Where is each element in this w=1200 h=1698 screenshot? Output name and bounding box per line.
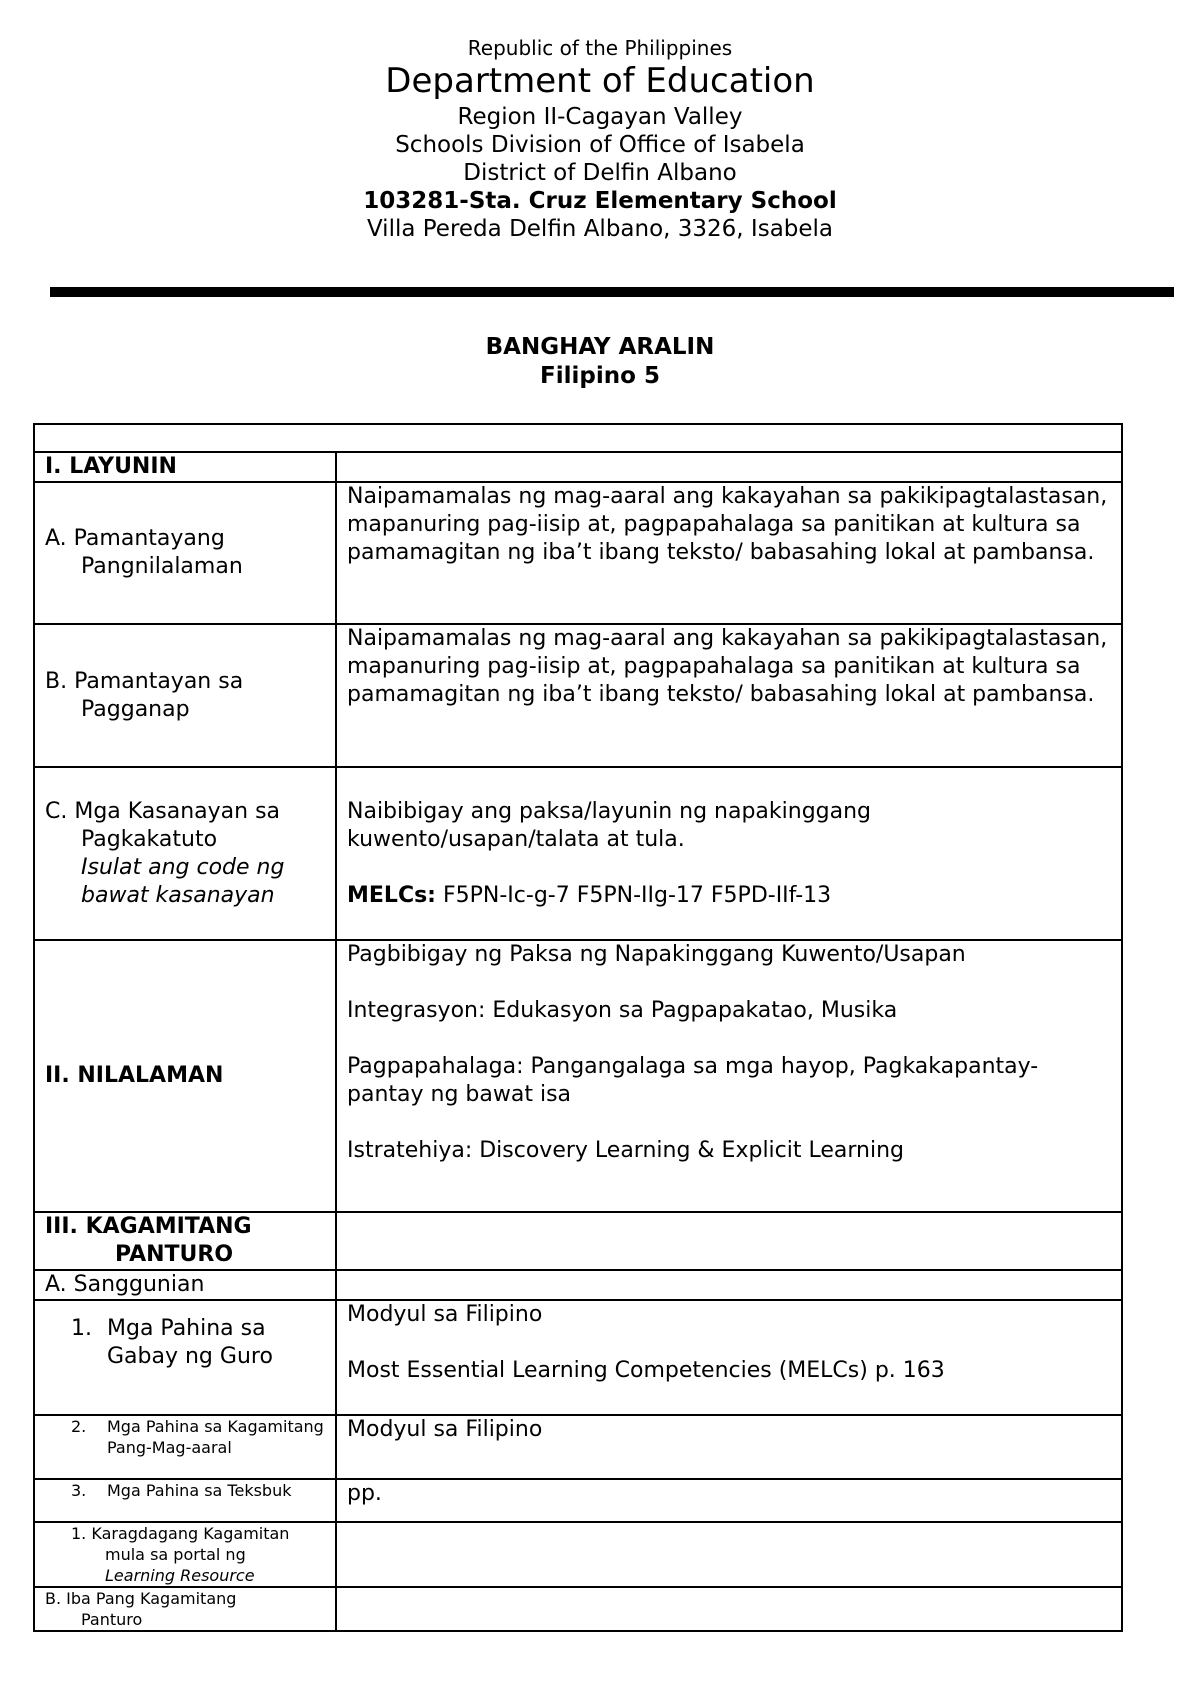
gabay-guro-label xyxy=(34,1300,336,1415)
school-name: 103281-Sta. Cruz Elementary School xyxy=(363,187,837,214)
item3-label: Mga Pahina sa Teksbuk xyxy=(107,1481,292,1500)
item3-number: 3. xyxy=(71,1481,87,1500)
melcs-codes: F5PN-Ic-g-7 F5PN-IIg-17 F5PD-IIf-13 xyxy=(442,882,832,908)
layunin-empty xyxy=(336,452,1122,482)
title-main: BANGHAY ARALIN xyxy=(485,334,715,360)
nilalaman-content xyxy=(336,940,1122,1212)
label-c-line3: Isulat ang code ng xyxy=(81,854,285,880)
pamantayang-pangnilalaman-label xyxy=(34,482,336,624)
table-row-teksbuk xyxy=(34,1479,1122,1522)
table-row-nilalaman xyxy=(34,940,1122,1212)
b-label-line2: Panturo xyxy=(81,1610,143,1629)
teksbuk-text: pp. xyxy=(336,1479,1122,1522)
lesson-plan-table xyxy=(33,423,1123,1632)
header-divider xyxy=(50,287,1174,297)
layunin-heading: I. LAYUNIN xyxy=(34,452,336,482)
pamantayang-pangnilalaman-text: Naipamamalas ng mag-aaral ang kakayahan sa pakikipagtalastasan, mapanuring pag-iisip at, pagpapahalaga sa panitikan at kultura sa pamamagitan ng iba’t ibang teksto/ babasahing lokal at pambansa. xyxy=(336,482,1122,624)
kagamitan-empty xyxy=(336,1212,1122,1270)
kagamitang-pang-mag-aaral-text: Modyul sa Filipino xyxy=(336,1415,1122,1479)
item1-text-line1: Modyul sa Filipino xyxy=(347,1302,543,1327)
label-c-line2: Pagkakatuto xyxy=(81,826,218,852)
blank-cell xyxy=(34,424,1122,452)
kagamitan-heading xyxy=(34,1212,336,1270)
table-row-kagamitan xyxy=(34,1212,1122,1270)
karagdagang-kagamitan-empty xyxy=(336,1522,1122,1587)
item1-text-line2: Most Essential Learning Competencies (MELCs) p. 163 xyxy=(347,1358,945,1383)
pamantayan-sa-pagganap-text: Naipamamalas ng mag-aaral ang kakayahan sa pakikipagtalastasan, mapanuring pag-iisip at, pagpapahalaga sa panitikan at kultura sa pamamagitan ng iba’t ibang teksto/ babasahing lokal at pambansa. xyxy=(336,624,1122,767)
table-row-kasanayan xyxy=(34,767,1122,940)
label-c-line1: C. Mga Kasanayan sa xyxy=(45,798,281,824)
item1-label: Mga Pahina sa Gabay ng Guro xyxy=(107,1316,273,1369)
sanggunian-empty xyxy=(336,1270,1122,1300)
label-a-line2: Pangnilalaman xyxy=(81,554,243,579)
table-row-layunin xyxy=(34,452,1122,482)
item4-label-line3: Learning Resource xyxy=(105,1566,255,1585)
title-subject: Filipino 5 xyxy=(540,363,660,389)
kasanayan-description: Naibibigay ang paksa/layunin ng napakinggang kuwento/usapan/talata at tula. xyxy=(347,798,872,852)
item2-label: Mga Pahina sa Kagamitang Pang-Mag-aaral xyxy=(107,1417,324,1457)
kagamitang-pang-mag-aaral-label xyxy=(34,1415,336,1479)
nilalaman-heading: II. NILALAMAN xyxy=(34,940,336,1212)
iba-pang-kagamitan-label xyxy=(34,1587,336,1631)
table-row-pamantayang-pangnilalaman xyxy=(34,482,1122,624)
kasanayan-label xyxy=(34,767,336,940)
kagamitan-heading-line2: PANTURO xyxy=(115,1242,234,1267)
table-row-karagdagang-kagamitan xyxy=(34,1522,1122,1587)
district-line: District of Delfin Albano xyxy=(463,159,737,186)
sanggunian-label: A. Sanggunian xyxy=(34,1270,336,1300)
karagdagang-kagamitan-label xyxy=(34,1522,336,1587)
republic-line: Republic of the Philippines xyxy=(467,36,733,60)
nilalaman-istratehiya: Istratehiya: Discovery Learning & Explicit Learning xyxy=(347,1138,905,1163)
region-line: Region II-Cagayan Valley xyxy=(457,103,743,130)
pamantayan-sa-pagganap-label xyxy=(34,624,336,767)
school-address: Villa Pereda Delfin Albano, 3326, Isabela xyxy=(366,215,834,242)
kasanayan-text xyxy=(336,767,1122,940)
table-row-blank xyxy=(34,424,1122,452)
iba-pang-kagamitan-empty xyxy=(336,1587,1122,1631)
department-name: Department of Education xyxy=(385,61,815,101)
nilalaman-pagpapahalaga: Pagpapahalaga: Pangangalaga sa mga hayop, Pagkakapantay-pantay ng bawat isa xyxy=(347,1054,1039,1107)
teksbuk-label xyxy=(34,1479,336,1522)
table-row-gabay-guro xyxy=(34,1300,1122,1415)
label-c-line4: bawat kasanayan xyxy=(81,882,275,908)
item4-label-line2: mula sa portal ng xyxy=(105,1545,246,1564)
melcs-label: MELCs: xyxy=(347,882,436,908)
b-label-line1: B. Iba Pang Kagamitang xyxy=(45,1589,237,1608)
table-row-pamantayan-sa-pagganap xyxy=(34,624,1122,767)
gabay-guro-text xyxy=(336,1300,1122,1415)
division-line: Schools Division of Office of Isabela xyxy=(395,131,805,158)
table-row-iba-pang-kagamitan xyxy=(34,1587,1122,1631)
kagamitan-heading-line1: III. KAGAMITANG xyxy=(45,1214,252,1239)
item1-number: 1. xyxy=(71,1316,92,1341)
label-a-line1: A. Pamantayang xyxy=(45,526,225,551)
label-b-line2: Pagganap xyxy=(81,696,190,722)
label-b-line1: B. Pamantayan sa xyxy=(45,668,244,694)
document-title xyxy=(0,333,1200,391)
table-row-sanggunian xyxy=(34,1270,1122,1300)
item4-label-line1: 1. Karagdagang Kagamitan xyxy=(71,1524,290,1543)
nilalaman-integrasyon: Integrasyon: Edukasyon sa Pagpapakatao, Musika xyxy=(347,998,898,1023)
item2-number: 2. xyxy=(71,1417,87,1436)
table-row-kagamitang-pang-mag-aaral xyxy=(34,1415,1122,1479)
letterhead xyxy=(0,36,1200,243)
nilalaman-paksa: Pagbibigay ng Paksa ng Napakinggang Kuwento/Usapan xyxy=(347,942,966,967)
